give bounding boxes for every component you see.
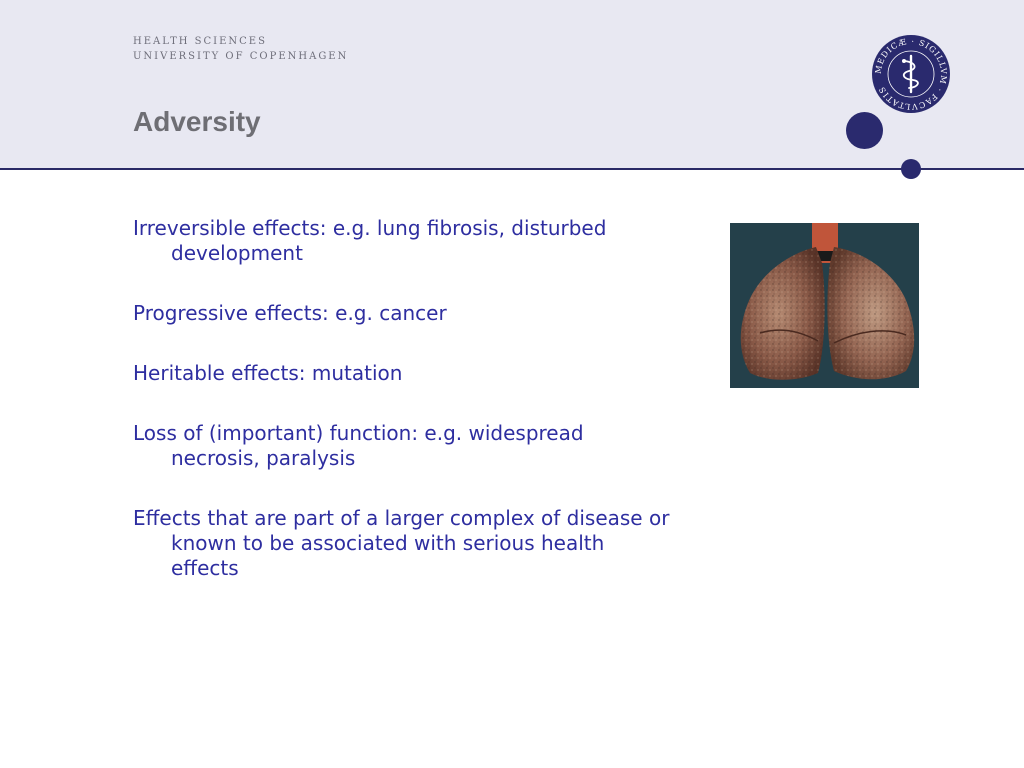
bullet-item-2: Progressive effects: e.g. cancer: [133, 301, 447, 325]
bullet-item-1: Irreversible effects: e.g. lung fibrosis, disturbed development: [133, 216, 607, 265]
bullet-list: [133, 216, 673, 616]
bullet-item-3: Heritable effects: mutation: [133, 361, 403, 385]
slide-title: Adversity: [133, 106, 261, 137]
bullet-item-4: Loss of (important) function: e.g. widespread necrosis, paralysis: [133, 421, 584, 470]
org-name-line2: UNIVERSITY OF COPENHAGEN: [133, 51, 349, 62]
header-divider: [0, 168, 1024, 170]
org-name-line1: HEALTH SCIENCES: [133, 36, 267, 47]
lungs-photo: [730, 223, 919, 388]
decorative-dot-large: [846, 112, 883, 149]
decorative-dot-small: [901, 159, 921, 179]
seal-text: MEDICÆ · SIGILLVM · FACVLTATIS: [873, 36, 949, 112]
university-seal-icon: [871, 34, 951, 114]
bullet-item-5: Effects that are part of a larger complex of disease or known to be associated with serious health effects: [133, 506, 670, 580]
